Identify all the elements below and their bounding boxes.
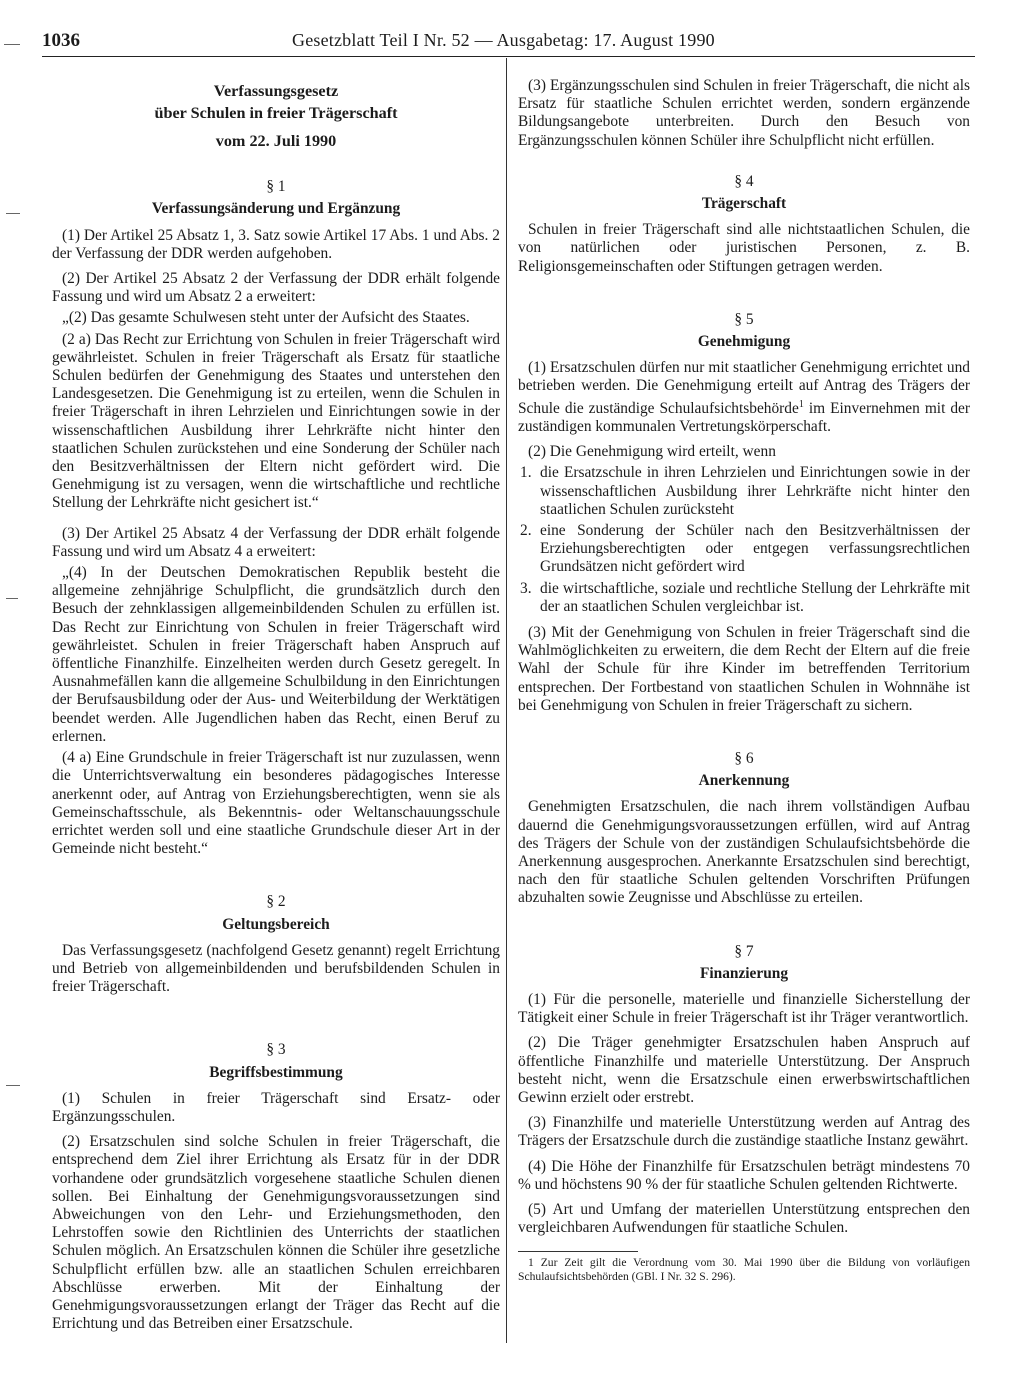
paragraph: (3) Mit der Genehmigung von Schulen in freier Trägerschaft sind die Wahlmöglichkeiten zu erweitern, die dem Recht der Eltern auf die freie Wahl der Schule für ihre Kinder im betreffenden Territorium entsprechen. Der Fortbestand von staatlichen Schulen in Wohnnähe ist bei Genehmigung von Schulen in freier Trägerschaft zu sichern. [518, 624, 970, 714]
paragraph: (2) Die Träger genehmigter Ersatzschulen haben Anspruch auf öffentliche Finanzhilfe und materielle Unterstützung. Der Anspruch besteht nicht, wenn die Ersatzschule einen erwerbswirtschaftlichen Gewinn erzielt oder erstrebt. [518, 1034, 970, 1107]
condition-list [518, 464, 970, 616]
list-number: 2. [520, 521, 532, 539]
law-title-line: Verfassungsgesetz [213, 82, 339, 100]
section-number: § 3 [266, 1041, 286, 1059]
paragraph: (3) Ergänzungsschulen sind Schulen in freier Trägerschaft, die nicht als Ersatz für staatliche Schulen errichtet werden, sondern ergänzende Bildungsangebote unterbreiten. Durch den Besuch von Ergänzungsschulen können Schüler ihre Schulpflicht nicht erfüllen. [518, 77, 970, 149]
column-divider [506, 58, 507, 1343]
law-title [52, 80, 500, 124]
paragraph: (3) Der Artikel 25 Absatz 4 der Verfassung der DDR erhält folgende Fassung und wird um Absatz 4 a erweitert: [52, 524, 500, 560]
section-number: § 6 [734, 750, 754, 768]
quoted-paragraph: (2 a) Das Recht zur Errichtung von Schulen in freier Trägerschaft wird gewährleistet. Schulen in freier Trägerschaft als Ersatz für staatliche Schulen bedürfen der Genehmigung des Staates und unterstehen den Landesgesetzen. Die Genehmigung ist zu erteilen, wenn die Schulen in freier Trägerschaft in ihren Lehrzielen und Einrichtungen sowie in der wissenschaftlichen Ausbildung ihrer Lehrkräfte nicht hinter den staatlichen Schulen zurückstehen und eine Sonderung der Schüler nach den Besitzverhältnissen der Eltern nicht gefördert wird. Die Genehmigung ist zu versagen, wenn die wirtschaftliche und rechtliche Stellung der Lehrkräfte nicht gesichert ist.“ [52, 330, 500, 512]
page-header [0, 30, 1024, 54]
paragraph: (2) Ersatzschulen sind solche Schulen in freier Trägerschaft, die entsprechend dem Ziel ihrer Errichtung als Ersatz für in der DDR vorhandene oder grundsätzlich vorgesehene staatliche Schulen dienen sollen. Bei Einhaltung der Genehmigungsvoraussetzungen sind Abweichungen von den Lehr- und Erziehungsmethoden, den Lehrstoffen sowie den Richtlinien des Unterrichts der staatlichen Schulen möglich. An Ersatzschulen können die Schüler ihre gesetzliche Schulpflicht erfüllen bzw. alle an staatlichen Schulen erreichbaren Abschlüsse erwerben. Mit der Einhaltung der Genehmigungsvoraussetzungen erlangt der Träger das Recht auf die Errichtung und das Betreiben einer Ersatzschule. [52, 1133, 500, 1333]
left-column [52, 70, 500, 1340]
paragraph: Genehmigten Ersatzschulen, die nach ihrem vollständigen Aufbau dauernd die Genehmigungsvoraussetzungen erfüllen, wird auf Antrag des Trägers der Schule von der zuständigen Schulaufsichtsbehörde die Anerkennung ausgesprochen. Anerkannte Ersatzschulen sind berechtigt, nach den für staatliche Schulen geltenden Vorschriften Prüfungen abzuhalten sowie Zeugnisse und Abschlüsse zu erteilen. [518, 798, 970, 907]
list-text: die Ersatzschule in ihren Lehrzielen und Einrichtungen sowie in der wissenschaftlichen Ausbildung ihrer Lehrkräfte nicht hinter den staatlichen Schulen zurücksteht [540, 464, 970, 518]
quoted-paragraph: „(4) In der Deutschen Demokratischen Republik besteht die allgemeine zehnjährige Schulpflicht, die grundsätzlich durch den Besuch der zehnklassigen allgemeinbildenden Schulen zu erfüllen ist. Das Recht zur Einrichtung von Schulen in freier Trägerschaft wird gewährleistet. Schulen in freier Trägerschaft haben Anspruch auf öffentliche Finanzhilfe. Einzelheiten werden durch Gesetz geregelt. In Ausnahmefällen kann die allgemeine Schulbildung in den Einrichtungen der Berufsausbildung oder der Aus- und Weiterbildung der Werktätigen beendet werden. Alle Jugendlichen haben das Recht, einen Beruf zu erlernen. [52, 564, 500, 745]
section-number: § 5 [734, 310, 754, 328]
section-number: § 1 [266, 178, 286, 196]
scan-margin-mark [4, 44, 20, 45]
law-date: vom 22. Juli 1990 [215, 132, 337, 150]
list-text: die wirtschaftliche, soziale und rechtliche Stellung der Lehrkräfte mit der an staatlichen Schulen vergleichbar ist. [540, 579, 970, 615]
paragraph: (1) Schulen in freier Trägerschaft sind Ersatz- oder Ergänzungsschulen. [52, 1089, 500, 1125]
section-title: Anerkennung [698, 772, 790, 790]
right-column [518, 77, 970, 1290]
header-rule [42, 56, 975, 57]
list-number: 3. [520, 579, 532, 597]
paragraph-text: (1) Ersatzschulen dürfen nur mit staatlicher Genehmigung errichtet und betrieben werden. Die Genehmigung erteilt auf Antrag des Trägers der Schule die zuständige Schulaufsichtsbehörde [518, 359, 970, 417]
list-number: 1. [520, 464, 532, 482]
paragraph: (1) Der Artikel 25 Absatz 1, 3. Satz sowie Artikel 17 Abs. 1 und Abs. 2 der Verfassung der DDR werden aufgehoben. [52, 226, 500, 262]
paragraph: (1) Für die personelle, materielle und finanzielle Sicherstellung der Tätigkeit einer Schule in freier Trägerschaft ist ihr Träger verantwortlich. [518, 991, 970, 1027]
paragraph: (2) Der Artikel 25 Absatz 2 der Verfassung der DDR erhält folgende Fassung und wird um Absatz 2 a erweitert: [52, 270, 500, 306]
scan-margin-mark [6, 213, 20, 214]
section-title: Geltungsbereich [222, 915, 330, 933]
paragraph: Das Verfassungsgesetz (nachfolgend Gesetz genannt) regelt Errichtung und Betrieb von allgemeinbildenden und berufsbildenden Schulen in freier Trägerschaft. [52, 941, 500, 996]
paragraph-text: im Einvernehmen mit der zuständigen kommunalen Vertretungskörperschaft. [518, 399, 970, 435]
footnote-rule [518, 1251, 638, 1252]
law-title-line: über Schulen in freier Trägerschaft [154, 104, 398, 122]
scan-margin-mark [6, 1085, 20, 1086]
scan-margin-mark [6, 598, 18, 599]
footnote-marker: 1 [798, 398, 804, 410]
list-item [518, 580, 970, 616]
section-number: § 7 [734, 942, 754, 960]
paragraph: (5) Art und Umfang der materiellen Unterstützung entsprechen den vergleichbaren Aufwendungen für staatliche Schulen. [518, 1201, 970, 1237]
footnote: 1 Zur Zeit gilt die Verordnung vom 30. Mai 1990 über die Bildung von vorläufigen Schulaufsichtsbehörden (GBl. I Nr. 32 S. 296). [518, 1256, 970, 1283]
page-number: 1036 [42, 30, 80, 51]
section-title: Finanzierung [699, 964, 789, 982]
quoted-paragraph: „(2) Das gesamte Schulwesen steht unter der Aufsicht des Staates. [62, 309, 470, 327]
section-number: § 4 [734, 172, 754, 190]
paragraph [518, 359, 970, 436]
list-item [518, 464, 970, 519]
paragraph: (4) Die Höhe der Finanzhilfe für Ersatzschulen beträgt mindestens 70 % und höchstens 90 % der für staatliche Schulen geltenden Richtwerte. [518, 1157, 970, 1193]
list-text: eine Sonderung der Schüler nach den Besitzverhältnissen der Erziehungsberechtigten oder entgegen verfassungsrechtlichen Grundsätzen nicht gefördert wird [540, 521, 970, 576]
paragraph: Schulen in freier Trägerschaft sind alle nichtstaatlichen Schulen, die von natürlichen oder juristischen Personen, z. B. Religionsgemeinschaften oder Stiftungen getragen werden. [518, 221, 970, 275]
section-number: § 2 [266, 893, 286, 911]
section-title: Trägerschaft [701, 195, 787, 213]
section-title: Begriffsbestimmung [209, 1063, 343, 1081]
list-item [518, 522, 970, 577]
running-head: Gesetzblatt Teil I Nr. 52 — Ausgabetag: 17. August 1990 [292, 30, 715, 50]
quoted-paragraph: (4 a) Eine Grundschule in freier Trägerschaft ist nur zuzulassen, wenn die Unterrichtsverwaltung ein besonderes pädagogisches Interesse anerkennt oder, auf Antrag von Erziehungsberechtigten, wenn sie als Gemeinschaftsschule, als Bekenntnis- oder Weltanschauungsschule errichtet werden soll und eine staatliche Grundschule dieser Art in der Gemeinde nicht besteht.“ [52, 749, 500, 858]
section-title: Genehmigung [697, 333, 791, 351]
section-title: Verfassungsänderung und Ergänzung [151, 200, 401, 218]
paragraph: (2) Die Genehmigung wird erteilt, wenn [528, 443, 776, 461]
paragraph: (3) Finanzhilfe und materielle Unterstützung werden auf Antrag des Trägers der Ersatzschule durch die zuständige staatliche Instanz gewährt. [518, 1114, 970, 1150]
